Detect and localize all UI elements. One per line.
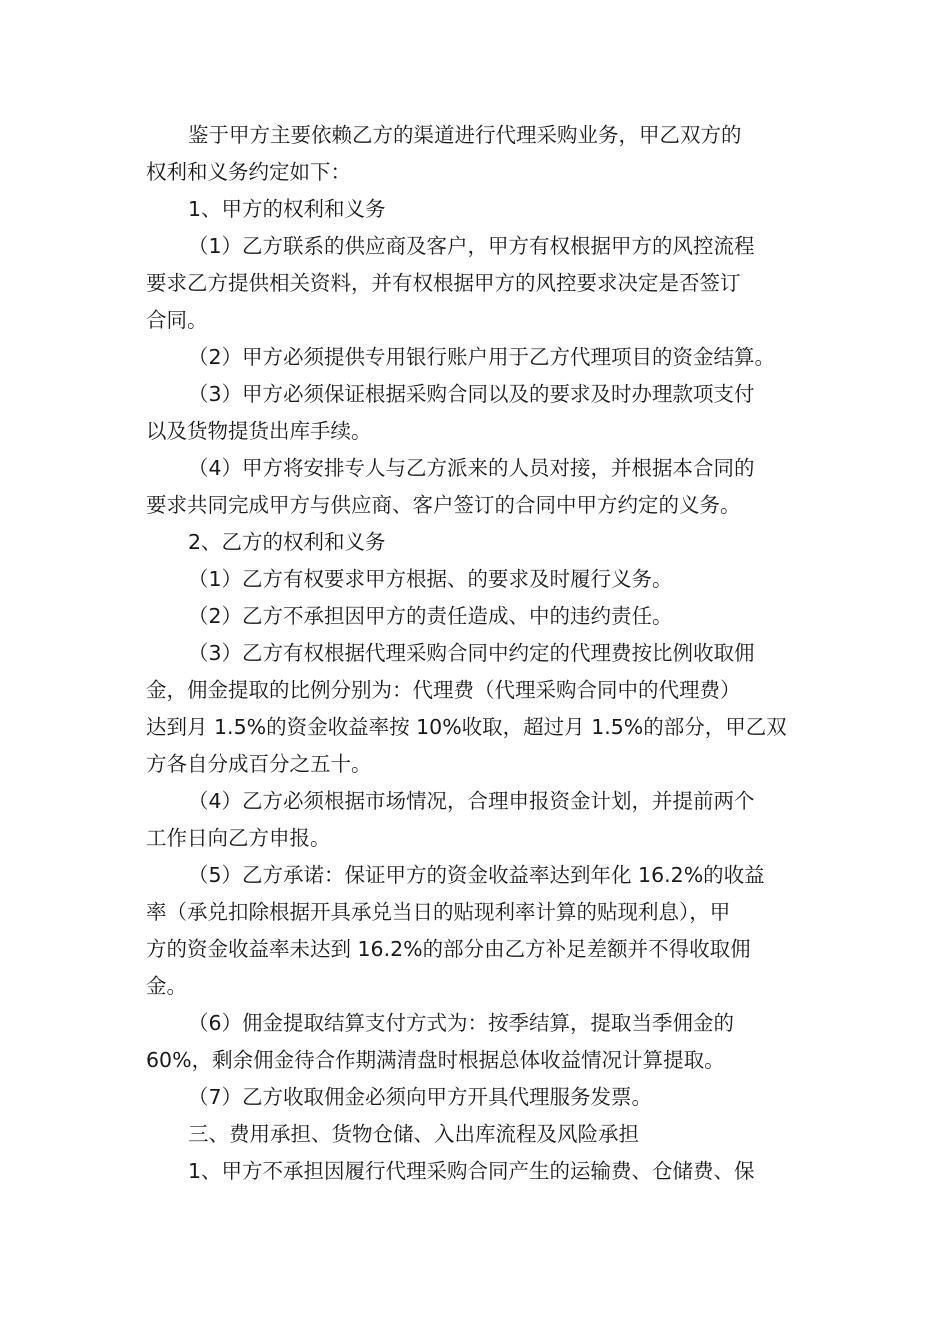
clause-b-4	[146, 783, 816, 857]
text-line: 1、甲方不承担因履行代理采购合同产生的运输费、仓储费、保	[188, 1159, 755, 1183]
text-line: （1）乙方有权要求甲方根据、的要求及时履行义务。	[188, 567, 673, 591]
text-line: 达到月 1.5%的资金收益率按 10%收取，超过月 1.5%的部分，甲乙双	[146, 715, 787, 739]
section-heading-costs	[146, 1116, 816, 1153]
text-line: 权利和义务约定如下：	[146, 160, 351, 184]
clause-b-7	[146, 1079, 816, 1116]
text-line: （7）乙方收取佣金必须向甲方开具代理服务发票。	[188, 1085, 653, 1109]
text-line: （4）甲方将安排专人与乙方派来的人员对接，并根据本合同的	[188, 456, 755, 480]
text-line: 鉴于甲方主要依赖乙方的渠道进行代理采购业务，甲乙双方的	[188, 123, 742, 147]
clause-a-3	[146, 376, 816, 450]
text-line: 要求共同完成甲方与供应商、客户签订的合同中甲方约定的义务。	[146, 493, 741, 517]
text-line: （1）乙方联系的供应商及客户，甲方有权根据甲方的风控流程	[188, 234, 755, 258]
text-line: 方的资金收益率未达到 16.2%的部分由乙方补足差额并不得收取佣	[146, 937, 751, 961]
document-body	[146, 117, 816, 1190]
text-line: 金，佣金提取的比例分别为：代理费（代理采购合同中的代理费）	[146, 678, 741, 702]
clause-a-2	[146, 339, 816, 376]
text-line: （6）佣金提取结算支付方式为：按季结算，提取当季佣金的	[188, 1011, 735, 1035]
clause-b-6	[146, 1005, 816, 1079]
clause-b-2	[146, 598, 816, 635]
text-line: （2）甲方必须提供专用银行账户用于乙方代理项目的资金结算。	[188, 345, 776, 369]
text-line: 工作日向乙方申报。	[146, 826, 331, 850]
text-line: 60%，剩余佣金待合作期满清盘时根据总体收益情况计算提取。	[146, 1048, 725, 1072]
text-line: 2、乙方的权利和义务	[188, 530, 386, 554]
text-line: （3）乙方有权根据代理采购合同中约定的代理费按比例收取佣	[188, 641, 755, 665]
clause-a-4	[146, 450, 816, 524]
clause-a-1	[146, 228, 816, 339]
text-line: （4）乙方必须根据市场情况，合理申报资金计划，并提前两个	[188, 789, 755, 813]
text-line: 方各自分成百分之五十。	[146, 752, 372, 776]
text-line: 1、甲方的权利和义务	[188, 197, 386, 221]
clause-b-5	[146, 857, 816, 1005]
text-line: （2）乙方不承担因甲方的责任造成、中的违约责任。	[188, 604, 673, 628]
clause-b-3	[146, 635, 816, 783]
text-line: 以及货物提货出库手续。	[146, 419, 372, 443]
section-heading-party-b	[146, 524, 816, 561]
text-line: 要求乙方提供相关资料，并有权根据甲方的风控要求决定是否签订	[146, 271, 741, 295]
text-line: 三、费用承担、货物仓储、入出库流程及风险承担	[188, 1122, 639, 1146]
text-line: 金。	[146, 974, 187, 998]
section-heading-party-a	[146, 191, 816, 228]
text-line: （5）乙方承诺：保证甲方的资金收益率达到年化 16.2%的收益	[188, 863, 765, 887]
text-line: 率（承兑扣除根据开具承兑当日的贴现利率计算的贴现利息），甲	[146, 900, 731, 924]
text-line: （3）甲方必须保证根据采购合同以及的要求及时办理款项支付	[188, 382, 755, 406]
clause-c-1	[146, 1153, 816, 1190]
clause-b-1	[146, 561, 816, 598]
text-line: 合同。	[146, 308, 208, 332]
paragraph-preamble	[146, 117, 816, 191]
